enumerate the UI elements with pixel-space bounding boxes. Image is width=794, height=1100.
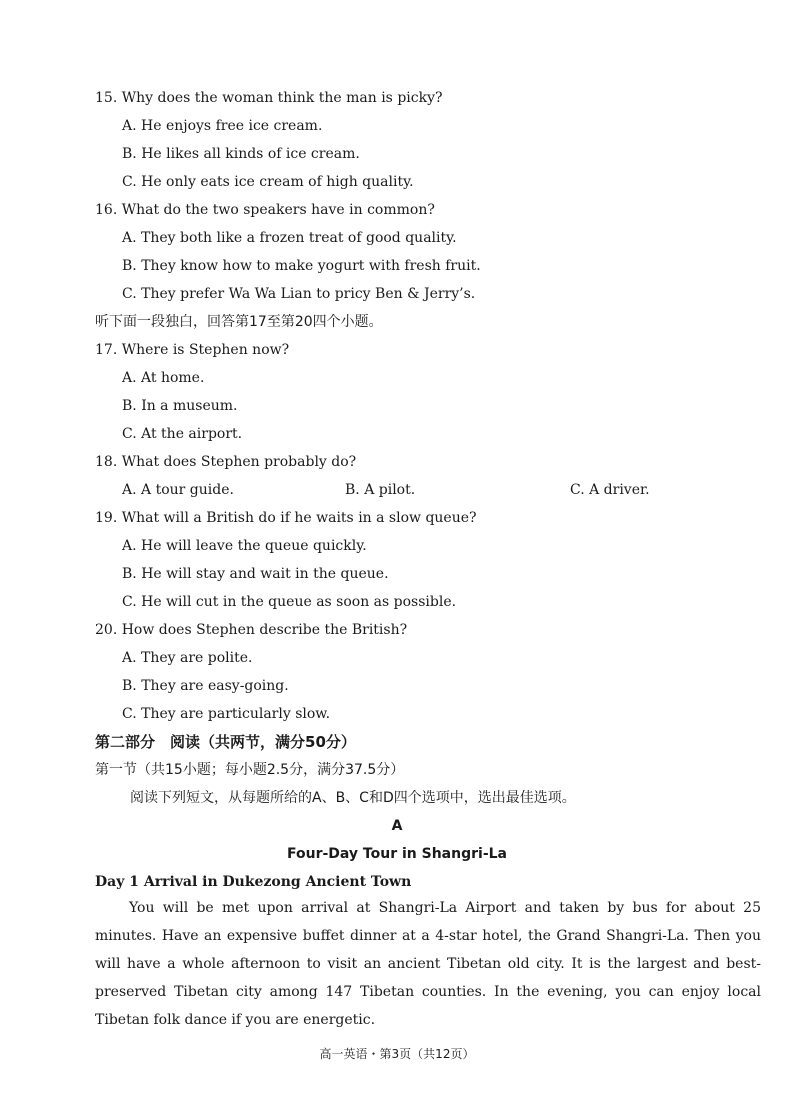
page-footer: 高一英语・第3页（共12页） — [319, 1047, 475, 1061]
question-19-option-a: A. He will leave the queue quickly. — [122, 538, 367, 554]
question-19-option-b: B. He will stay and wait in the queue. — [122, 566, 389, 582]
passage-title: Four-Day Tour in Shangri-La — [287, 846, 507, 862]
question-20-option-b: B. They are easy-going. — [122, 678, 289, 694]
part2-title: 第二部分 阅读（共两节，满分50分） — [95, 733, 356, 751]
question-20-option-a: A. They are polite. — [122, 650, 253, 666]
day1-heading: Day 1 Arrival in Dukezong Ancient Town — [95, 874, 412, 890]
question-18-option-a: A. A tour guide. — [122, 482, 234, 498]
question-15-option-b: B. He likes all kinds of ice cream. — [122, 146, 360, 162]
question-16-stem: 16. What do the two speakers have in common? — [95, 202, 435, 218]
question-17-stem: 17. Where is Stephen now? — [95, 342, 290, 358]
question-15-option-a: A. He enjoys free ice cream. — [122, 118, 323, 134]
question-19-option-c: C. He will cut in the queue as soon as possible. — [122, 594, 457, 610]
question-17-option-a: A. At home. — [122, 370, 205, 386]
reading-directions: 阅读下列短文，从每题所给的A、B、C和D四个选项中，选出最佳选项。 — [130, 790, 576, 806]
question-17-option-b: B. In a museum. — [122, 398, 238, 414]
question-19-stem: 19. What will a British do if he waits in a slow queue? — [95, 510, 477, 526]
instruction-17-20: 听下面一段独白，回答第17至第20四个小题。 — [95, 314, 383, 330]
question-16-option-c: C. They prefer Wa Wa Lian to pricy Ben & Jerry’s. — [122, 286, 476, 302]
question-20-option-c: C. They are particularly slow. — [122, 706, 331, 722]
day1-paragraph: You will be met upon arrival at Shangri-La Airport and taken by bus for about 25 minutes. Have an expensive buffet dinner at a 4-star hotel, the Grand Shangri-La. Then you will have a whole afternoon to visit an ancient Tibetan old city. It is the largest and best-preserved Tibetan city among 147 Tibetan counties. In the evening, you can enjoy local Tibetan folk dance if you are energetic. — [95, 900, 761, 1028]
question-18-option-c: C. A driver. — [570, 482, 650, 498]
question-18-option-b: B. A pilot. — [345, 482, 416, 498]
question-20-stem: 20. How does Stephen describe the British? — [95, 622, 408, 638]
question-15-stem: 15. Why does the woman think the man is picky? — [95, 90, 443, 106]
question-16-option-b: B. They know how to make yogurt with fresh fruit. — [122, 258, 481, 274]
section1-heading: 第一节（共15小题；每小题2.5分，满分37.5分） — [95, 762, 405, 778]
passage-label: A — [391, 818, 403, 834]
question-18-stem: 18. What does Stephen probably do? — [95, 454, 357, 470]
question-16-option-a: A. They both like a frozen treat of good quality. — [122, 230, 457, 246]
question-17-option-c: C. At the airport. — [122, 426, 243, 442]
question-15-option-c: C. He only eats ice cream of high quality. — [122, 174, 414, 190]
